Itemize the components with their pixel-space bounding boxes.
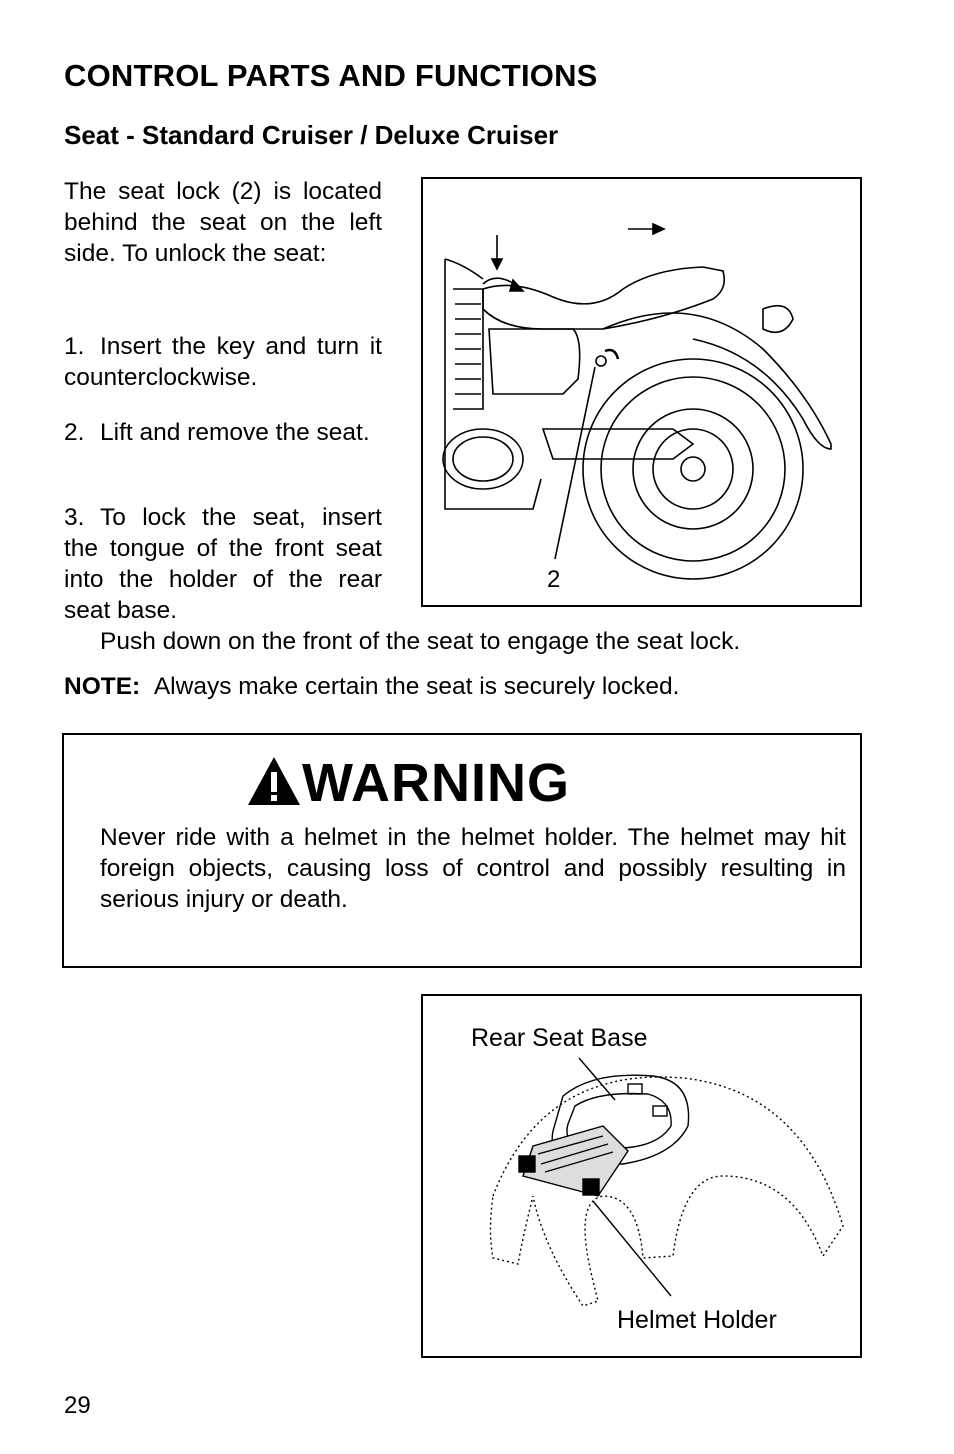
step-2 (64, 417, 382, 448)
helmet-holder-label: Helmet Holder (617, 1306, 777, 1334)
note-text: Always make certain the seat is securely locked. (153, 673, 680, 700)
motorcycle-illustration (423, 179, 860, 605)
rear-seat-base-illustration (423, 996, 860, 1356)
page-number: 29 (64, 1392, 91, 1419)
intro-paragraph: The seat lock (2) is located behind the seat on the left side. To unlock the seat: (64, 178, 382, 267)
step-text: Lift and remove the seat. (100, 419, 370, 446)
step-number: 1. (64, 333, 85, 360)
callout-2-label: 2 (547, 566, 561, 593)
seat-lock-figure (421, 177, 862, 607)
step-3 (64, 502, 382, 626)
warning-text: Never ride with a helmet in the helmet holder. The helmet may hit foreign objects, causing loss of control and possibly resulting in serious injury or death. (100, 824, 846, 913)
note (64, 671, 864, 702)
step-1 (64, 331, 382, 393)
helmet-holder-figure (421, 994, 862, 1358)
rear-seat-base-label: Rear Seat Base (471, 1024, 648, 1052)
warning-triangle-icon (246, 755, 302, 807)
note-label: NOTE: (64, 673, 141, 700)
step-3-continuation: Push down on the front of the seat to engage the seat lock. (100, 628, 741, 655)
step-text: Insert the key and turn it counterclockwise. (64, 333, 382, 391)
page-title: CONTROL PARTS AND FUNCTIONS (64, 58, 598, 93)
warning-title: WARNING (302, 753, 570, 813)
step-number: 2. (64, 419, 85, 446)
section-title: Seat - Standard Cruiser / Deluxe Cruiser (64, 120, 559, 150)
step-text: To lock the seat, insert the tongue of the front seat into the holder of the rear seat base. (64, 504, 382, 624)
step-number: 3. (64, 504, 85, 531)
